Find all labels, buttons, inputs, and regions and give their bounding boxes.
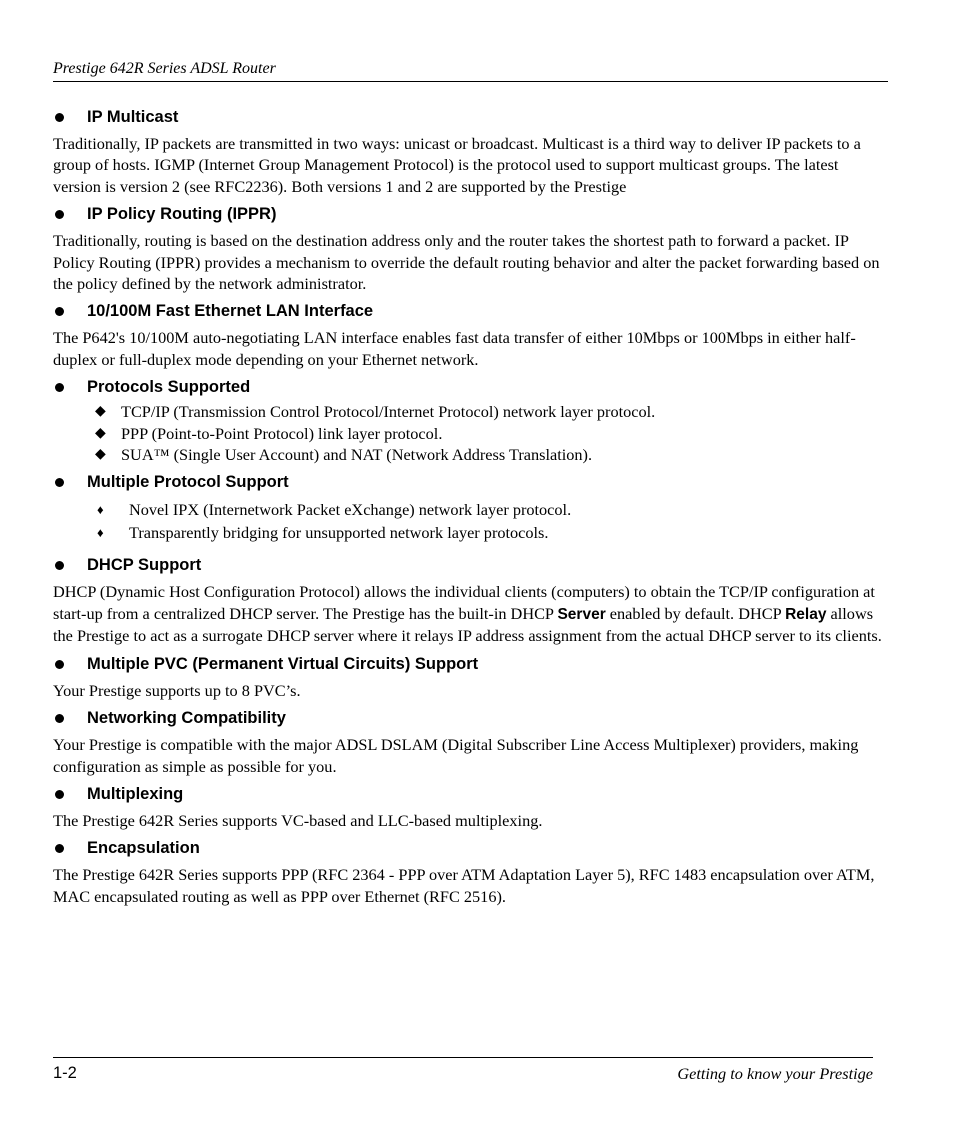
section-protocols-supported <box>53 376 883 465</box>
section-multiplexing <box>53 783 883 831</box>
diamond-bullet-icon: ◆ <box>95 447 106 463</box>
list-item: ♦ Transparently bridging for unsupported network layer protocols. <box>97 523 549 543</box>
bullet-icon <box>55 307 64 316</box>
section-heading: DHCP Support <box>53 554 883 576</box>
section-heading: Multiple PVC (Permanent Virtual Circuits) Support <box>53 653 883 675</box>
section-body: The P642's 10/100M auto-negotiating LAN interface enables fast data transfer of either 10Mbps or 100Mbps in either half-duplex or full-duplex mode depending on your Ethernet network. <box>53 328 856 369</box>
section-multiple-pvc <box>53 653 883 701</box>
protocol-support-list <box>53 498 883 544</box>
bullet-icon <box>55 113 64 122</box>
section-heading: 10/100M Fast Ethernet LAN Interface <box>53 300 883 322</box>
small-diamond-bullet-icon: ♦ <box>97 502 104 518</box>
section-heading: Networking Compatibility <box>53 707 883 729</box>
list-item: ◆ PPP (Point-to-Point Protocol) link layer protocol. <box>95 423 443 443</box>
section-multiple-protocol-support <box>53 471 883 544</box>
section-ip-multicast <box>53 106 883 197</box>
section-body: DHCP (Dynamic Host Configuration Protocol) allows the individual clients (computers) to obtain the TCP/IP configuration at start-up from a centralized DHCP server. The Prestige has the built-in DHCP Server enabled by default. DHCP Relay allows the Prestige to act as a surrogate DHCP server where it relays IP address assignment from the actual DHCP server to its clients. <box>53 582 882 646</box>
list-item: ◆ TCP/IP (Transmission Control Protocol/Internet Protocol) network layer protocol. <box>95 402 656 422</box>
bullet-icon <box>55 844 64 853</box>
section-fast-ethernet <box>53 300 883 370</box>
section-dhcp-support <box>53 554 883 646</box>
section-body: The Prestige 642R Series supports VC-based and LLC-based multiplexing. <box>53 810 543 830</box>
list-item: ◆ SUA™ (Single User Account) and NAT (Network Address Translation). <box>95 445 593 465</box>
section-encapsulation <box>53 837 883 907</box>
bullet-icon <box>55 714 64 723</box>
section-body: Traditionally, IP packets are transmitted in two ways: unicast or broadcast. Multicast is a third way to deliver IP packets to a group of hosts. IGMP (Internet Group Management Protocol) is the protocol used to support multicast groups. The latest version is version 2 (see RFC2236). Both versions 1 and 2 are supported by the Prestige <box>53 134 861 196</box>
section-body: Traditionally, routing is based on the destination address only and the router takes the shortest path to forward a packet. IP Policy Routing (IPPR) provides a mechanism to override the default routing behavior and alter the packet forwarding based on the policy defined by the network administrator. <box>53 231 880 294</box>
section-heading: IP Policy Routing (IPPR) <box>53 203 883 225</box>
section-networking-compatibility <box>53 707 883 777</box>
page-number: 1-2 <box>53 1064 77 1082</box>
footer-title: Getting to know your Prestige <box>677 1064 873 1083</box>
bullet-icon <box>55 790 64 799</box>
section-ip-policy-routing <box>53 203 883 294</box>
section-heading: Multiple Protocol Support <box>53 471 883 493</box>
bullet-icon <box>55 210 64 219</box>
relay-term: Relay <box>785 605 827 623</box>
section-heading: IP Multicast <box>53 106 883 128</box>
page-content <box>53 106 883 913</box>
server-term: Server <box>557 605 606 623</box>
header-title: Prestige 642R Series ADSL Router <box>53 60 276 77</box>
bullet-icon <box>55 561 64 570</box>
bullet-icon <box>55 660 64 669</box>
page-header <box>53 59 888 82</box>
section-heading: Multiplexing <box>53 783 883 805</box>
list-item: ♦ Novel IPX (Internetwork Packet eXchange) network layer protocol. <box>97 500 572 520</box>
section-body: Your Prestige supports up to 8 PVC’s. <box>53 680 301 700</box>
diamond-bullet-icon: ◆ <box>95 404 106 420</box>
section-heading: Encapsulation <box>53 837 883 859</box>
bullet-icon <box>55 383 64 392</box>
page-footer <box>53 1057 873 1083</box>
protocol-list <box>53 401 883 465</box>
bullet-icon <box>55 478 64 487</box>
section-heading: Protocols Supported <box>53 376 883 398</box>
small-diamond-bullet-icon: ♦ <box>97 525 104 541</box>
section-body: The Prestige 642R Series supports PPP (RFC 2364 - PPP over ATM Adaptation Layer 5), RFC 1483 encapsulation over ATM, MAC encapsulated routing as well as PPP over Ethernet (RFC 2516). <box>53 865 875 906</box>
section-body: Your Prestige is compatible with the major ADSL DSLAM (Digital Subscriber Line Access Multiplexer) providers, making configuration as simple as possible for you. <box>53 735 859 776</box>
diamond-bullet-icon: ◆ <box>95 425 106 441</box>
